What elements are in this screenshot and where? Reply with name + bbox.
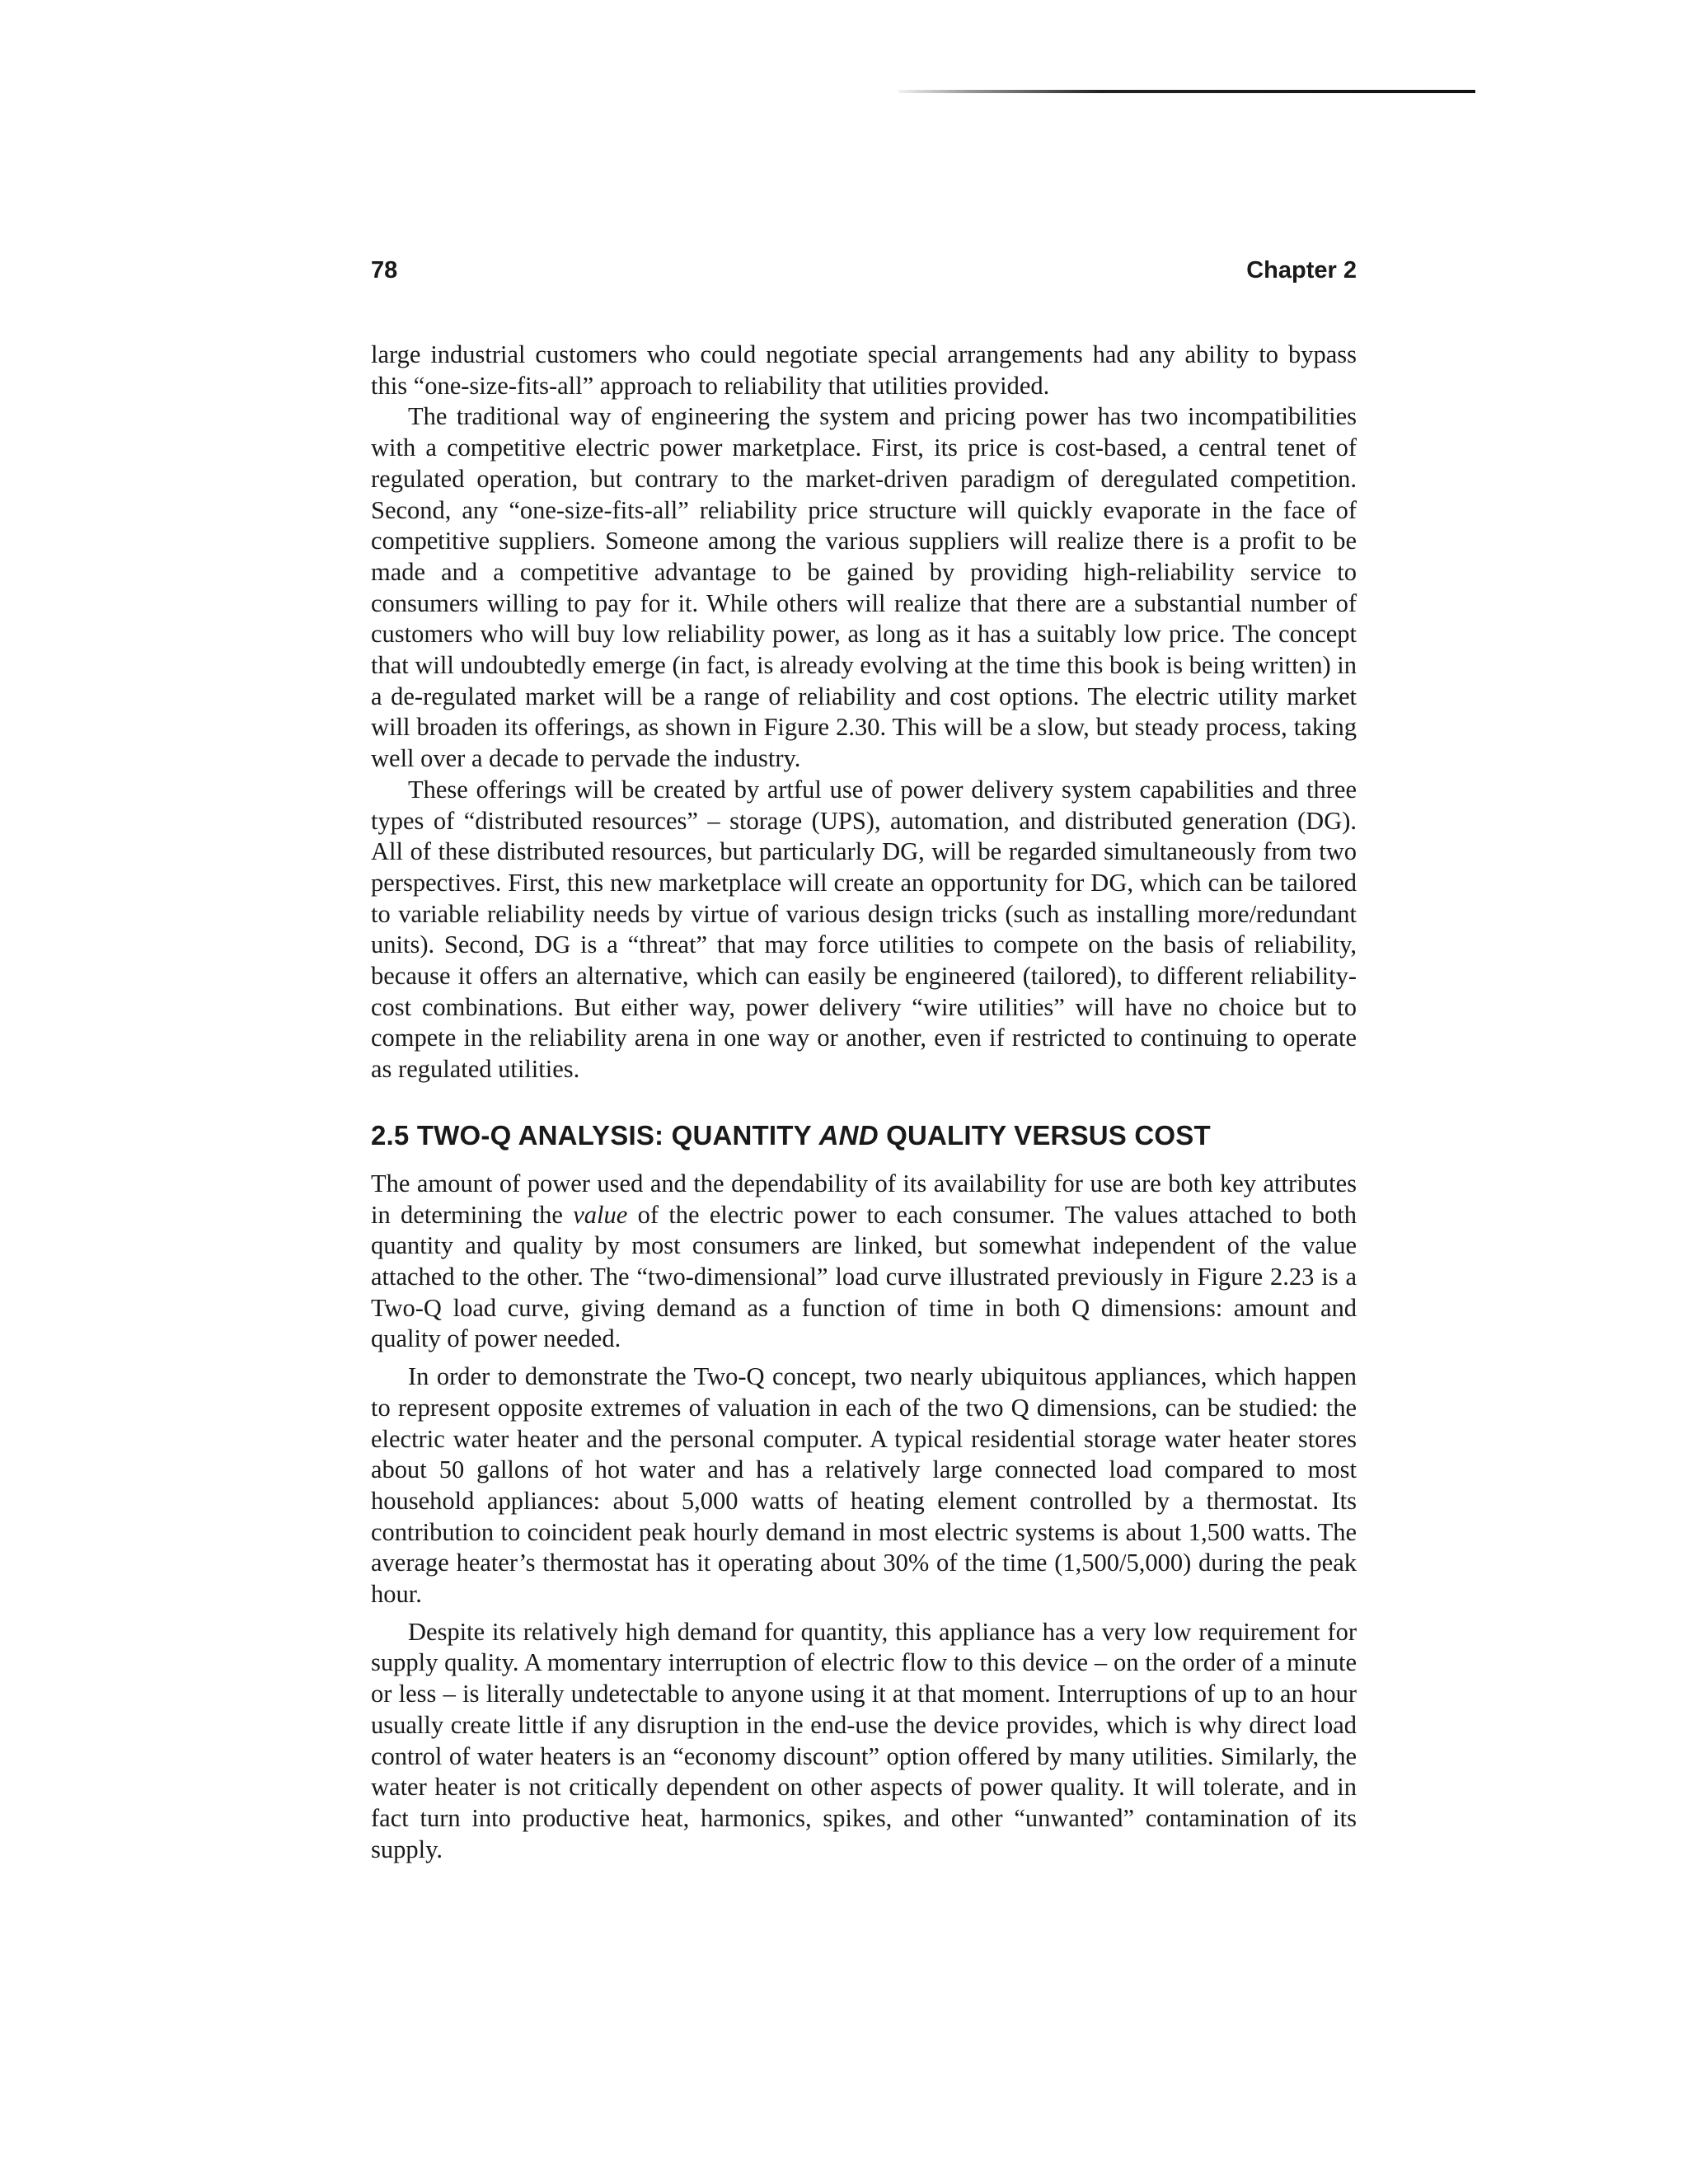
- section-heading: [371, 1119, 1357, 1152]
- paragraph-two-q-intro-a: The amount of power used and the dependability of its availability for use are both key attributes in determining the: [371, 1169, 1357, 1229]
- paragraph-continued: large industrial customers who could negotiate special arrangements had any ability to bypass this “one-size-fits-all” approach to reliability that utilities provided.: [371, 340, 1357, 400]
- section-heading-prefix: 2.5 TWO-Q ANALYSIS: QUANTITY: [371, 1119, 819, 1151]
- page-body: [371, 340, 1357, 1865]
- section-heading-suffix: QUALITY VERSUS COST: [878, 1119, 1211, 1151]
- chapter-label: Chapter 2: [1246, 257, 1357, 284]
- top-rule: [898, 90, 1475, 93]
- paragraph-two-q-intro-b: of the electric power to each consumer. The values attached to both quantity and quality by most consumers are linked, but somewhat independent of the value attached to the other. The “two-dimensional” load curve illustrated previously in Figure 2.23 is a Two-Q load curve, giving demand as a function of time in both Q dimensions: amount and quality of power needed.: [371, 1200, 1357, 1353]
- paragraph-traditional-engineering: The traditional way of engineering the system and pricing power has two incompatibilities with a competitive electric power marketplace. First, its price is cost-based, a central tenet of regulated operation, but contrary to the market-driven paradigm of deregulated competition. Second, any “one-size-fits-all” reliability price structure will quickly evaporate in the face of competitive suppliers. Someone among the various suppliers will realize there is a profit to be made and a competitive advantage to be gained by providing high-reliability service to consumers willing to pay for it. While others will realize that there are a substantial number of customers who will buy low reliability power, as long as it has a suitably low price. The concept that will undoubtedly emerge (in fact, is already evolving at the time this book is being written) in a de-regulated market will be a range of reliability and cost options. The electric utility market will broaden its offerings, as shown in Figure 2.30. This will be a slow, but steady process, taking well over a decade to pervade the industry.: [371, 402, 1357, 773]
- section-heading-italic: AND: [818, 1119, 879, 1151]
- page-number: 78: [371, 257, 398, 284]
- paragraph-offerings: These offerings will be created by artful use of power delivery system capabilities and three types of “distributed resources” – storage (UPS), automation, and distributed generation (DG). All of these distributed resources, but particularly DG, will be regarded simultaneously from two perspectives. First, this new marketplace will create an opportunity for DG, which can be tailored to variable reliability needs by virtue of various design tricks (such as installing more/redundant units). Second, DG is a “threat” that may force utilities to compete on the basis of reliability, because it offers an alternative, which can easily be engineered (tailored), to different reliability-cost combinations. But either way, power delivery “wire utilities” will have no choice but to compete in the reliability arena in one way or another, even if restricted to continuing to operate as regulated utilities.: [371, 775, 1357, 1084]
- paragraph-water-heater: In order to demonstrate the Two-Q concept, two nearly ubiquitous appliances, which happen to represent opposite extremes of valuation in each of the two Q dimensions, can be studied: the electric water heater and the personal computer. A typical residential storage water heater stores about 50 gallons of hot water and has a relatively large connected load compared to most household appliances: about 5,000 watts of heating element controlled by a thermostat. Its contribution to coincident peak hourly demand in most electric systems is about 1,500 watts. The average heater’s thermostat has it operating about 30% of the time (1,500/5,000) during the peak hour.: [371, 1362, 1357, 1609]
- paragraph-two-q-intro: [371, 1169, 1357, 1355]
- paragraph-supply-quality: Despite its relatively high demand for quantity, this appliance has a very low requirement for supply quality. A momentary interruption of electric flow to this device – on the order of a minute or less – is literally undetectable to anyone using it at that moment. Interruptions of up to an hour usually create little if any disruption in the end-use the device provides, which is why direct load control of water heaters is an “economy discount” option offered by many utilities. Similarly, the water heater is not critically dependent on other aspects of power quality. It will tolerate, and in fact turn into productive heat, harmonics, spikes, and other “unwanted” contamination of its supply.: [371, 1617, 1357, 1863]
- running-header: [371, 257, 1357, 290]
- paragraph-two-q-intro-italic: value: [573, 1200, 628, 1229]
